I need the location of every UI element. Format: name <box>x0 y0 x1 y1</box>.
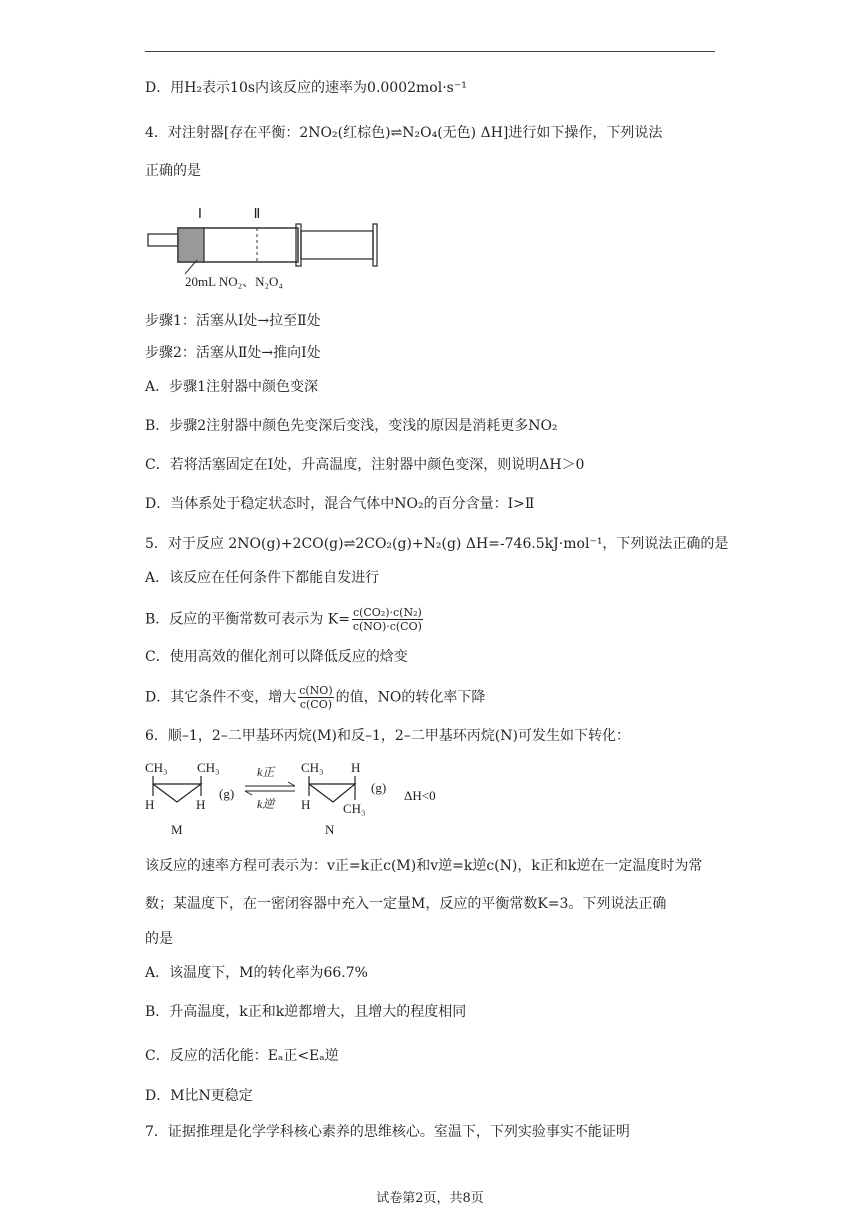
enthalpy-label: ΔH<0 <box>404 788 436 803</box>
q6-paragraph-line3: 的是 <box>145 931 173 947</box>
q5-option-d <box>145 684 485 711</box>
label-m: M <box>171 822 183 837</box>
q5-option-d-text: D．其它条件不变，增大 <box>145 689 297 706</box>
q6-option-a: A．该温度下，M的转化率为66.7% <box>145 965 368 981</box>
label-n: N <box>325 822 335 837</box>
q4-option-a: A．步骤1注射器中颜色变深 <box>145 379 319 395</box>
m-h-left: H <box>145 797 155 812</box>
q5-option-c: C．使用高效的催化剂可以降低反应的焓变 <box>145 649 408 665</box>
q5-option-b-text: B．反应的平衡常数可表示为 K= <box>145 611 350 628</box>
q5-option-b <box>145 606 425 633</box>
q6-paragraph-line1: 该反应的速率方程可表示为：v正=k正c(M)和v逆=k逆c(N)，k正和k逆在一定温度时为常 <box>145 858 703 874</box>
q6-option-d: D．M比N更稳定 <box>145 1088 253 1104</box>
m-ch3-right: CH₃ <box>197 760 220 775</box>
q4-step2: 步骤2：活塞从Ⅱ处→推向Ⅰ处 <box>145 345 321 361</box>
q4-stem-line2: 正确的是 <box>145 163 201 179</box>
q4-option-c: C．若将活塞固定在Ⅰ处，升高温度，注射器中颜色变深，则说明ΔH＞0 <box>145 457 585 473</box>
fraction-denominator: c(NO)·c(CO) <box>352 620 422 633</box>
page-footer: 试卷第2页，共8页 <box>376 1191 484 1206</box>
k-reverse: k逆 <box>257 797 275 811</box>
q4-step1: 步骤1：活塞从Ⅰ处→拉至Ⅱ处 <box>145 313 321 329</box>
fraction-denominator: c(CO) <box>299 698 333 711</box>
syringe-caption: 20mL NO₂、N₂O₄ <box>185 274 283 289</box>
n-ch3-right: CH₃ <box>343 801 366 816</box>
reaction-scheme <box>145 758 465 840</box>
q3-option-d: D．用H₂表示10s内该反应的速率为0.0002mol·s⁻¹ <box>145 80 467 96</box>
m-phase: (g) <box>219 786 235 801</box>
k-forward: k正 <box>257 765 275 779</box>
q4-option-b: B．步骤2注射器中颜色先变深后变浅，变浅的原因是消耗更多NO₂ <box>145 418 558 434</box>
syringe-figure <box>145 200 385 292</box>
q6-paragraph-line2: 数；某温度下，在一密闭容器中充入一定量M，反应的平衡常数K=3。下列说法正确 <box>145 896 667 912</box>
q5-option-d-fraction <box>298 684 333 711</box>
q5-option-b-fraction <box>352 606 423 633</box>
q4-stem-line1: 4．对注射器[存在平衡：2NO₂(红棕色)⇌N₂O₄(无色) ΔH]进行如下操作，下列说法 <box>145 125 663 141</box>
n-h-left: H <box>301 797 311 812</box>
q5-option-a: A．该反应在任何条件下都能自发进行 <box>145 570 380 586</box>
q6-option-c: C．反应的活化能：Eₐ正<Eₐ逆 <box>145 1048 339 1064</box>
q6-option-b: B．升高温度，k正和k逆都增大，且增大的程度相同 <box>145 1004 467 1020</box>
q5-stem: 5．对于反应 2NO(g)+2CO(g)⇌2CO₂(g)+N₂(g) ΔH=-746.5kJ·mol⁻¹，下列说法正确的是 <box>145 536 729 552</box>
m-ch3-left: CH₃ <box>145 760 168 775</box>
fraction-numerator: c(CO₂)·c(N₂) <box>352 606 422 619</box>
q4-option-d: D．当体系处于稳定状态时，混合气体中NO₂的百分含量：Ⅰ>Ⅱ <box>145 496 535 512</box>
q5-option-d-text-end: 的值，NO的转化率下降 <box>335 689 486 706</box>
q7-stem: 7．证据推理是化学学科核心素养的思维核心。室温下，下列实验事实不能证明 <box>145 1124 630 1140</box>
n-h-right: H <box>351 760 361 775</box>
q6-stem: 6．顺–1，2–二甲基环丙烷(M)和反–1，2–二甲基环丙烷(N)可发生如下转化： <box>145 728 630 744</box>
syringe-label-I: Ⅰ <box>197 207 203 222</box>
n-phase: (g) <box>371 780 387 795</box>
m-h-right: H <box>196 797 206 812</box>
n-ch3-left: CH₃ <box>301 760 324 775</box>
header-rule <box>145 51 715 52</box>
syringe-label-II: Ⅱ <box>253 207 261 222</box>
fraction-numerator: c(NO) <box>299 684 333 697</box>
